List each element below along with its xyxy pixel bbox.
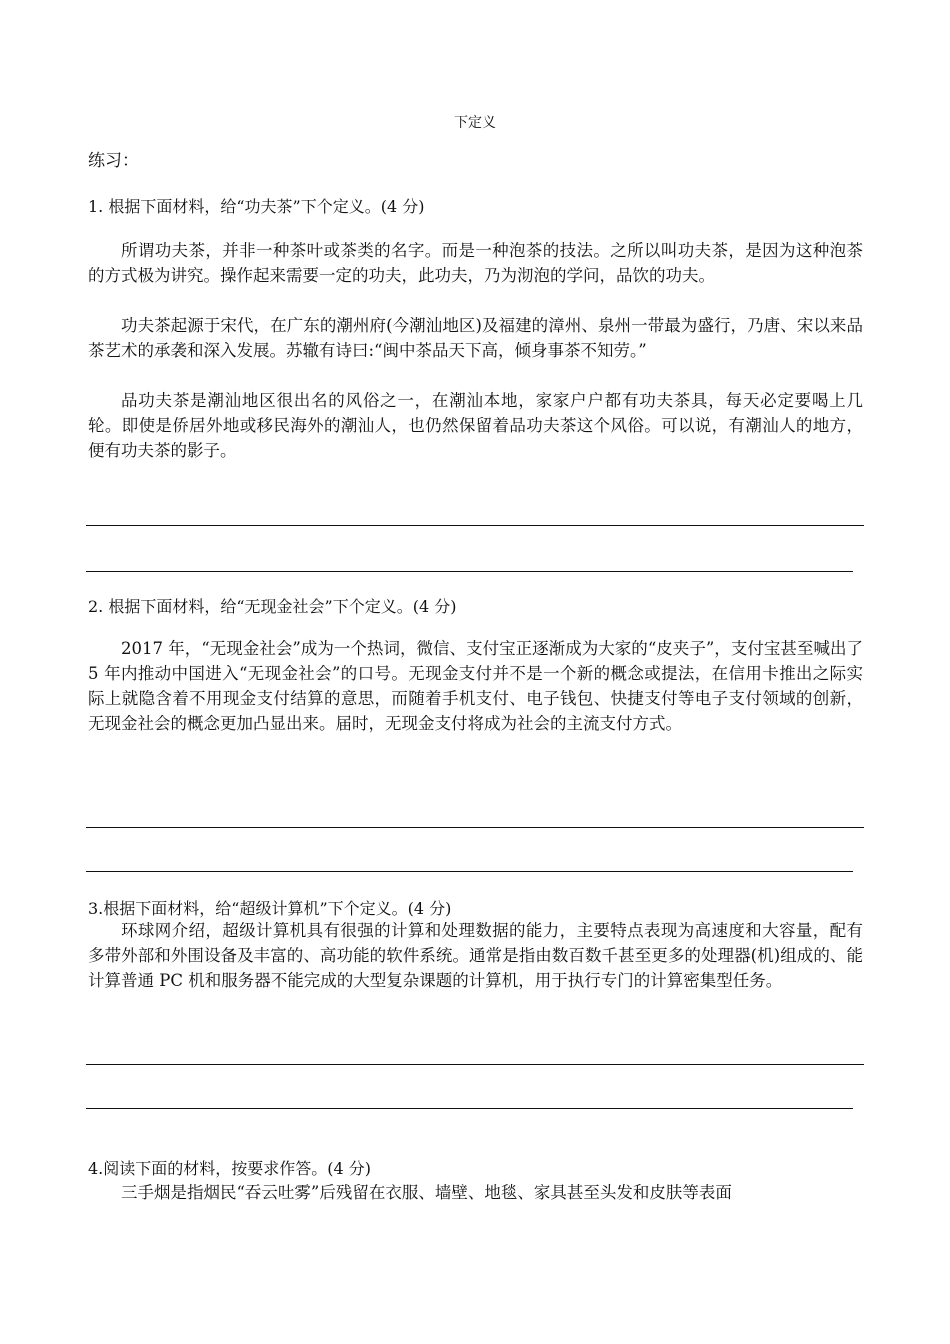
answer-line[interactable] bbox=[86, 827, 864, 828]
question-2-paragraph-1: 2017 年，“无现金社会”成为一个热词，微信、支付宝正逐渐成为大家的“皮夹子”，支付宝甚至喊出了 5 年内推动中国进入“无现金社会”的口号。无现金支付并不是一个新的概念或提法，在信用卡推出之际实际上就隐含着不用现金支付结算的意思，而随着手机支付、电子钱包、快捷支付等电子支付领域的创新，无现金社会的概念更加凸显出来。届时，无现金支付将成为社会的主流支付方式。 bbox=[88, 639, 863, 733]
question-1-paragraph-2: 功夫茶起源于宋代，在广东的潮州府(今潮汕地区)及福建的漳州、泉州一带最为盛行，乃唐、宋以来品茶艺术的承袭和深入发展。苏辙有诗曰:“闽中茶品天下高，倾身事茶不知劳。” bbox=[88, 316, 863, 360]
question-3-title: 3.根据下面材料，给“超级计算机”下个定义。(4 分) bbox=[88, 899, 452, 918]
page-title: 下定义 bbox=[454, 115, 496, 131]
question-1-paragraph-1: 所谓功夫茶，并非一种茶叶或茶类的名字。而是一种泡茶的技法。之所以叫功夫茶，是因为这种泡茶的方式极为讲究。操作起来需要一定的功夫，此功夫，乃为沏泡的学问，品饮的功夫。 bbox=[88, 241, 863, 285]
section-label: 练习： bbox=[88, 151, 139, 171]
question-4-title: 4.阅读下面的材料，按要求作答。(4 分) bbox=[88, 1159, 372, 1178]
question-3-paragraph-1: 环球网介绍，超级计算机具有很强的计算和处理数据的能力，主要特点表现为高速度和大容量，配有多带外部和外围设备及丰富的、高功能的软件系统。通常是指由数百数千甚至更多的处理器(机)组成的、能计算普通 PC 机和服务器不能完成的大型复杂课题的计算机，用于执行专门的计算密集型任务。 bbox=[88, 921, 863, 990]
answer-line[interactable] bbox=[86, 871, 853, 872]
answer-line[interactable] bbox=[86, 571, 853, 572]
question-1-paragraph-3: 品功夫茶是潮汕地区很出名的风俗之一，在潮汕本地，家家户户都有功夫茶具，每天必定要喝上几轮。即使是侨居外地或移民海外的潮汕人，也仍然保留着品功夫茶这个风俗。可以说，有潮汕人的地方，便有功夫茶的影子。 bbox=[88, 391, 863, 460]
answer-line[interactable] bbox=[86, 1108, 853, 1109]
answer-line[interactable] bbox=[86, 525, 864, 526]
question-1-title: 1. 根据下面材料，给“功夫茶”下个定义。(4 分) bbox=[88, 197, 425, 216]
answer-line[interactable] bbox=[86, 1064, 864, 1065]
question-4-paragraph-1: 三手烟是指烟民“吞云吐雾”后残留在衣服、墙壁、地毯、家具甚至头发和皮肤等表面 bbox=[121, 1183, 732, 1202]
question-2-title: 2. 根据下面材料，给“无现金社会”下个定义。(4 分) bbox=[88, 597, 457, 616]
